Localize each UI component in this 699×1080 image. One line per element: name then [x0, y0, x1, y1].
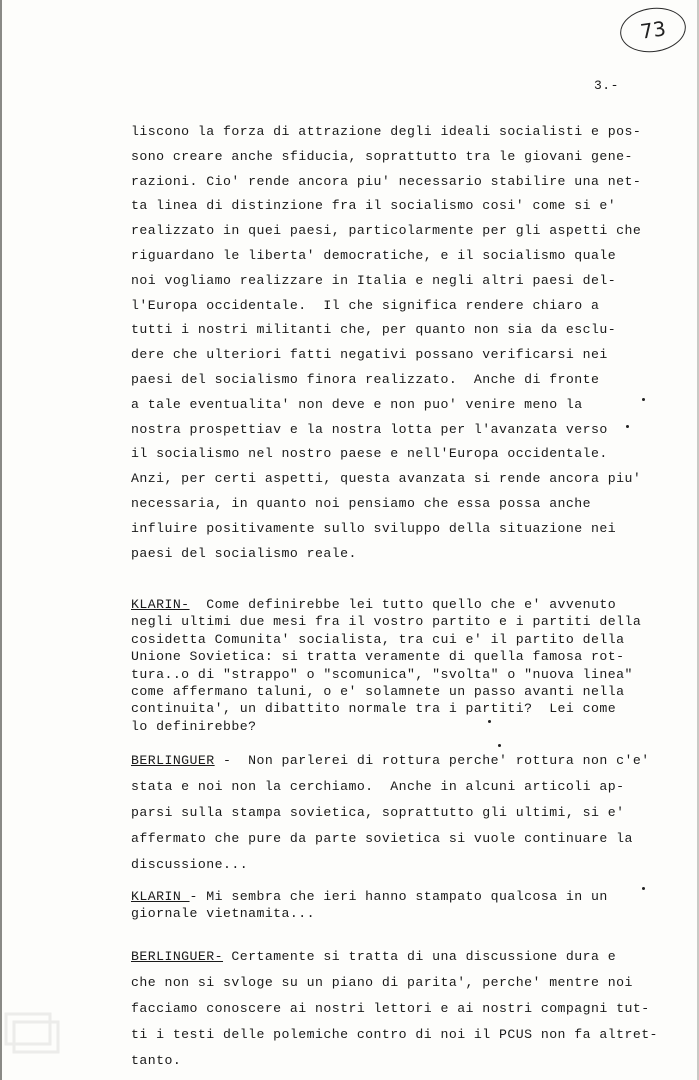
ink-speck [626, 425, 629, 428]
text-line: stata e noi non la cerchiamo. Anche in alcuni articoli ap- [131, 779, 625, 794]
text-line: ti i testi delle polemiche contro di noi il PCUS non fa altret- [131, 1027, 658, 1042]
text-line: tanto. [131, 1053, 182, 1068]
text-line: Unione Sovietica: si tratta veramente di quella famosa rot- [131, 649, 625, 665]
text-line: Certamente si tratta di una discussione dura e [223, 949, 617, 964]
text-line: giornale vietnamita... [131, 906, 316, 922]
text-line: il socialismo nel nostro paese e nell'Europa occidentale. [131, 446, 608, 462]
text-line: sono creare anche sfiducia, soprattutto tra le giovani gene- [131, 148, 633, 164]
text-line: lo definirebbe? [131, 718, 257, 734]
text-line: l'Europa occidentale. Il che significa rendere chiaro a [131, 297, 600, 313]
archive-watermark [4, 1000, 64, 1063]
text-line: ta linea di distinzione fra il socialismo cosi' come si e' [131, 198, 617, 214]
answer-berlinguer-1 [131, 748, 651, 878]
text-line: Come definirebbe lei tutto quello che e' avvenuto [189, 597, 617, 612]
text-line: parsi sulla stampa sovietica, soprattutto gli ultimi, si e' [131, 805, 625, 820]
text-line: facciamo conoscere ai nostri lettori e ai nostri compagni tut- [131, 1001, 650, 1016]
text-line: a tale eventualita' non deve e non puo' venire meno la [131, 396, 583, 412]
text-line: negli ultimi due mesi fra il vostro partito e i partiti della [131, 614, 642, 630]
question-klarin-2 [131, 888, 651, 923]
text-line: nostra prospettiav e la nostra lotta per l'avanzata verso [131, 421, 608, 437]
text-line: noi vogliamo realizzare in Italia e negli altri paesi del- [131, 272, 617, 288]
text-line: dere che ulteriori fatti negativi possano verificarsi nei [131, 347, 608, 363]
question-klarin-1 [131, 596, 651, 735]
answer-paragraph [131, 120, 651, 566]
text-line: come affermano taluni, o e' solamnete un passo avanti nella [131, 684, 625, 700]
speaker-name: KLARIN- [131, 597, 190, 612]
text-line: razioni. Cio' rende ancora piu' necessario stabilire una net- [131, 173, 642, 189]
speaker-name: KLARIN [131, 889, 190, 904]
text-line: liscono la forza di attrazione degli ideali socialisti e pos- [131, 124, 642, 139]
text-line: Anzi, per certi aspetti, questa avanzata si rende ancora piu' [131, 471, 642, 487]
text-line: - Mi sembra che ieri hanno stampato qualcosa in un [189, 889, 608, 904]
text-line: tura..o di "strappo" o "scomunica", "svolta" o "nuova linea" [131, 666, 633, 682]
text-line: continuita', un dibattito normale tra i partiti? Lei come [131, 701, 617, 717]
text-line: tutti i nostri militanti che, per quanto non sia da esclu- [131, 322, 617, 338]
text-line: realizzato in quei paesi, particolarmente per gli aspetti che [131, 223, 642, 239]
text-line: cosidetta Comunita' socialista, tra cui e' il partito della [131, 631, 625, 647]
speaker-name: BERLINGUER- [131, 949, 224, 964]
archive-folio-stamp: 73 [617, 4, 688, 57]
ink-speck [642, 398, 645, 401]
text-line: discussione... [131, 857, 249, 872]
text-line: paesi del socialismo reale. [131, 545, 357, 561]
text-line: paesi del socialismo finora realizzato. Anche di fronte [131, 371, 600, 387]
text-line: - Non parlerei di rottura perche' rottura non c'e' [214, 753, 650, 768]
text-line: necessaria, in quanto noi pensiamo che essa possa anche [131, 495, 592, 511]
speaker-name: BERLINGUER [131, 753, 215, 768]
text-line: affermato che pure da parte sovietica si vuole continuare la [131, 831, 633, 846]
watermark-mark [4, 1000, 64, 1060]
ink-speck [498, 744, 501, 747]
answer-berlinguer-2 [131, 944, 658, 1074]
ink-speck [488, 720, 491, 723]
ink-speck [642, 887, 645, 890]
text-line: che non si svloge su un piano di parita', perche' mentre noi [131, 975, 633, 990]
text-line: riguardano le liberta' democratiche, e il socialismo quale [131, 247, 617, 263]
text-line: influire positivamente sullo sviluppo della situazione nei [131, 520, 617, 536]
page-number: 3.- [594, 78, 619, 93]
